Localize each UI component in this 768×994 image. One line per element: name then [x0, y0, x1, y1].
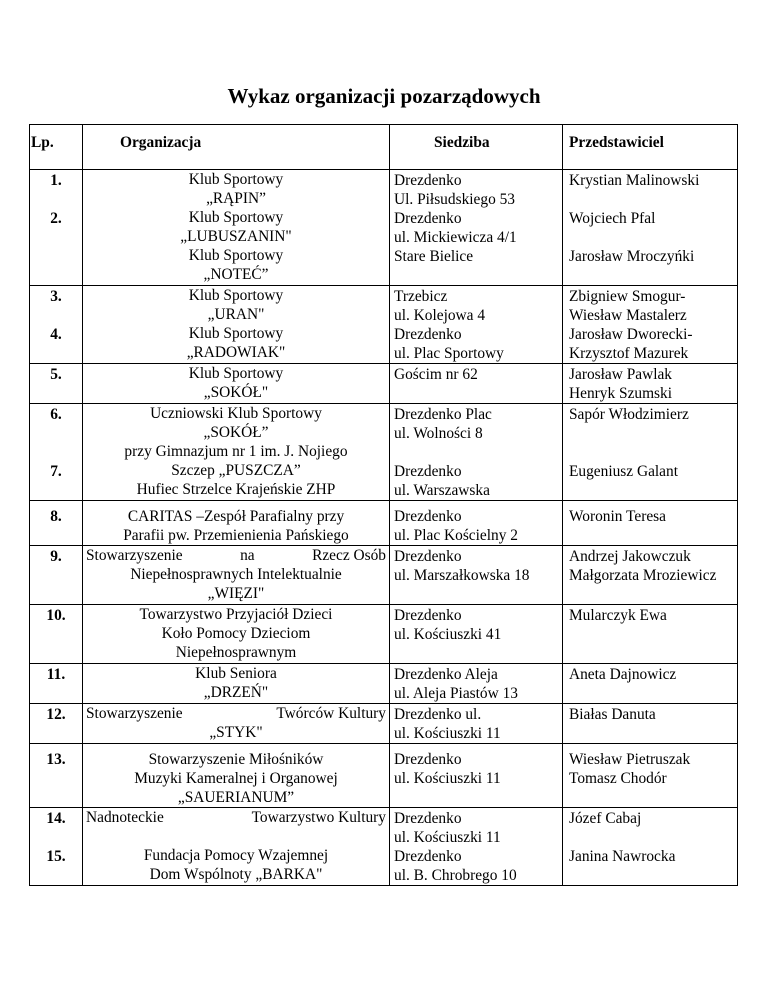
- seat-line: Drezdenko: [394, 172, 462, 189]
- table-row: [30, 664, 738, 704]
- organization-word: Twórców Kultury: [276, 705, 386, 722]
- row-number: 12.: [46, 706, 66, 723]
- organization-line: Niepełnosprawnym: [175, 644, 297, 661]
- representative-line: Andrzej Jakowczuk: [569, 548, 691, 565]
- seat-line: ul. Aleja Piastów 13: [394, 685, 518, 702]
- cell-organization: [83, 744, 390, 808]
- organization-line: „SOKÓŁ”: [203, 424, 269, 441]
- line-spacer: [394, 585, 562, 604]
- line-spacer: [569, 266, 737, 285]
- cell-organization: [83, 364, 390, 404]
- row-number: 11.: [46, 666, 66, 683]
- line-spacer: [86, 827, 386, 846]
- seat-line: ul. Plac Sportowy: [394, 345, 504, 362]
- header-representative: Przedstawiciel: [563, 125, 738, 170]
- line-spacer: [30, 566, 82, 585]
- seat-line: Drezdenko: [394, 210, 462, 227]
- header-lp: Lp.: [30, 125, 83, 170]
- line-spacer: [569, 625, 737, 644]
- cell-seat: [390, 664, 563, 704]
- cell-lp: [30, 170, 83, 286]
- representative-line: Krystian Malinowski: [569, 172, 700, 189]
- line-spacer: [30, 769, 82, 788]
- seat-line: ul. Kolejowa 4: [394, 307, 486, 324]
- seat-line: Drezdenko: [394, 751, 462, 768]
- organization-line: Klub Sportowy: [188, 247, 284, 264]
- line-spacer: [30, 644, 82, 663]
- organization-line: przy Gimnazjum nr 1 im. J. Nojiego: [124, 443, 348, 460]
- row-number: 3.: [50, 288, 62, 305]
- representative-line: Wiesław Pietruszak: [569, 751, 691, 768]
- cell-representative: [563, 364, 738, 404]
- seat-line: ul. Warszawska: [394, 482, 490, 499]
- line-spacer: [30, 190, 82, 209]
- table-row: [30, 808, 738, 886]
- line-spacer: [394, 644, 562, 663]
- organization-line: Koło Pomocy Dzieciom: [161, 625, 311, 642]
- line-spacer: [30, 481, 82, 500]
- seat-line: Drezdenko: [394, 548, 462, 565]
- table-header-row: [30, 125, 738, 170]
- cell-seat: [390, 364, 563, 404]
- line-spacer: [30, 684, 82, 703]
- seat-line: Drezdenko Plac: [394, 406, 492, 423]
- representative-line: Aneta Dajnowicz: [569, 666, 677, 683]
- cell-lp: [30, 546, 83, 605]
- organization-line: Klub Seniora: [195, 665, 277, 682]
- line-spacer: [30, 424, 82, 443]
- cell-seat: [390, 501, 563, 546]
- cell-seat: [390, 744, 563, 808]
- cell-organization: [83, 808, 390, 886]
- line-spacer: [569, 481, 737, 500]
- seat-line: Stare Bielice: [394, 248, 474, 265]
- organization-line: Parafii pw. Przemienienia Pańskiego: [123, 527, 349, 544]
- cell-organization: [83, 546, 390, 605]
- organization-line: Uczniowski Klub Sportowy: [150, 405, 322, 422]
- organization-line: Klub Sportowy: [188, 325, 284, 342]
- seat-line: Drezdenko: [394, 508, 462, 525]
- organization-line: Klub Sportowy: [188, 287, 284, 304]
- cell-representative: [563, 704, 738, 744]
- cell-lp: [30, 744, 83, 808]
- representative-line: Wojciech Pfal: [569, 210, 656, 227]
- table-row: [30, 364, 738, 404]
- row-number: 15.: [46, 848, 66, 865]
- seat-line: ul. Marszałkowska 18: [394, 567, 530, 584]
- organization-line: Klub Sportowy: [188, 209, 284, 226]
- representative-line: Tomasz Chodór: [569, 770, 667, 787]
- seat-line: ul. Kościuszki 11: [394, 725, 501, 742]
- organization-word: Rzecz Osób: [312, 547, 386, 564]
- line-spacer: [569, 585, 737, 604]
- cell-organization: [83, 404, 390, 501]
- header-organization: Organizacja: [83, 125, 390, 170]
- row-number: 4.: [50, 326, 62, 343]
- representative-line: Mularczyk Ewa: [569, 607, 667, 624]
- row-number: 7.: [50, 463, 62, 480]
- organization-line: Stowarzyszenie Miłośników: [148, 751, 324, 768]
- cell-lp: [30, 364, 83, 404]
- line-spacer: [30, 828, 82, 847]
- line-spacer: [30, 344, 82, 363]
- line-spacer: [30, 247, 82, 266]
- representative-line: Krzysztof Mazurek: [569, 345, 689, 362]
- seat-line: Drezdenko: [394, 810, 462, 827]
- line-spacer: [30, 306, 82, 325]
- organization-line: Klub Sportowy: [188, 365, 284, 382]
- organization-line: Dom Wspólnoty „BARKA": [149, 866, 323, 883]
- cell-seat: [390, 704, 563, 744]
- cell-representative: [563, 546, 738, 605]
- organization-line: Hufiec Strzelce Krajeńskie ZHP: [136, 481, 336, 498]
- organization-word: Towarzystwo Kultury: [251, 809, 386, 826]
- line-spacer: [569, 644, 737, 663]
- table-row: [30, 170, 738, 286]
- line-spacer: [569, 788, 737, 807]
- seat-line: Drezdenko Aleja: [394, 666, 498, 683]
- line-spacer: [30, 526, 82, 545]
- table-row: [30, 605, 738, 664]
- representative-line: Sapór Włodzimierz: [569, 406, 689, 423]
- seat-line: Ul. Piłsudskiego 53: [394, 191, 515, 208]
- seat-line: ul. Kościuszki 11: [394, 829, 501, 846]
- table-row: [30, 704, 738, 744]
- organization-line-justified: [86, 546, 386, 565]
- organization-line: Muzyki Kameralnej i Organowej: [134, 770, 338, 787]
- cell-lp: [30, 404, 83, 501]
- line-spacer: [569, 443, 737, 462]
- row-number: 6.: [50, 406, 62, 423]
- table-row: [30, 546, 738, 605]
- cell-lp: [30, 808, 83, 886]
- line-spacer: [30, 585, 82, 604]
- cell-organization: [83, 501, 390, 546]
- organization-line: Towarzystwo Przyjaciół Dzieci: [139, 606, 333, 623]
- representative-line: Wiesław Mastalerz: [569, 307, 687, 324]
- seat-line: ul. Kościuszki 41: [394, 626, 502, 643]
- line-spacer: [569, 424, 737, 443]
- organization-line: „SAUERIANUM”: [177, 789, 295, 806]
- seat-line: ul. Kościuszki 11: [394, 770, 501, 787]
- cell-organization: [83, 704, 390, 744]
- cell-seat: [390, 170, 563, 286]
- line-spacer: [569, 828, 737, 847]
- cell-representative: [563, 404, 738, 501]
- row-number: 8.: [50, 508, 62, 525]
- cell-seat: [390, 404, 563, 501]
- row-number: 5.: [50, 366, 62, 383]
- organization-line: „URAN": [207, 306, 265, 323]
- seat-line: Drezdenko: [394, 463, 462, 480]
- organization-line: „WIĘZI": [207, 585, 265, 602]
- cell-representative: [563, 744, 738, 808]
- cell-representative: [563, 286, 738, 364]
- table-row: [30, 286, 738, 364]
- line-spacer: [30, 228, 82, 247]
- cell-lp: [30, 501, 83, 546]
- organization-word: Stowarzyszenie: [86, 705, 183, 722]
- representative-line: Henryk Szumski: [569, 385, 673, 402]
- organization-line: Niepełnosprawnych Intelektualnie: [130, 566, 342, 583]
- row-number: 14.: [46, 810, 66, 827]
- cell-organization: [83, 605, 390, 664]
- representative-line: Józef Cabaj: [569, 810, 642, 827]
- representative-line: Jarosław Dworecki-: [569, 326, 693, 343]
- cell-organization: [83, 286, 390, 364]
- line-spacer: [30, 443, 82, 462]
- seat-line: ul. Plac Kościelny 2: [394, 527, 518, 544]
- seat-line: ul. Mickiewicza 4/1: [394, 229, 517, 246]
- representative-line: Jarosław Mroczyńki: [569, 248, 695, 265]
- cell-representative: [563, 664, 738, 704]
- row-number: 2.: [50, 210, 62, 227]
- seat-line: Drezdenko: [394, 848, 462, 865]
- seat-line: Gościm nr 62: [394, 366, 478, 383]
- row-number: 13.: [46, 751, 66, 768]
- row-number: 10.: [46, 607, 66, 624]
- line-spacer: [394, 788, 562, 807]
- line-spacer: [394, 443, 562, 462]
- cell-organization: [83, 170, 390, 286]
- line-spacer: [569, 724, 737, 743]
- representative-line: Eugeniusz Galant: [569, 463, 678, 480]
- table-row: [30, 744, 738, 808]
- line-spacer: [569, 684, 737, 703]
- representative-line: Woronin Teresa: [569, 508, 666, 525]
- cell-seat: [390, 605, 563, 664]
- organization-line: „RĄPIN”: [206, 190, 266, 207]
- organization-line-justified: [86, 704, 386, 723]
- line-spacer: [394, 266, 562, 285]
- line-spacer: [30, 866, 82, 885]
- organization-line: Klub Sportowy: [188, 171, 284, 188]
- line-spacer: [394, 384, 562, 403]
- representative-line: Jarosław Pawlak: [569, 366, 673, 383]
- header-seat: Siedziba: [390, 125, 563, 170]
- line-spacer: [30, 788, 82, 807]
- organization-line: „RADOWIAK": [186, 344, 286, 361]
- line-spacer: [569, 526, 737, 545]
- representative-line: Zbigniew Smogur-: [569, 288, 686, 305]
- organizations-table: [29, 124, 738, 886]
- representative-line: Białas Danuta: [569, 706, 656, 723]
- cell-representative: [563, 170, 738, 286]
- seat-line: ul. B. Chrobrego 10: [394, 867, 517, 884]
- seat-line: Drezdenko: [394, 326, 462, 343]
- line-spacer: [30, 384, 82, 403]
- row-number: 1.: [50, 172, 62, 189]
- cell-lp: [30, 664, 83, 704]
- table-row: [30, 501, 738, 546]
- organization-line-justified: [86, 808, 386, 827]
- seat-line: Trzebicz: [394, 288, 448, 305]
- cell-representative: [563, 501, 738, 546]
- cell-seat: [390, 286, 563, 364]
- cell-seat: [390, 546, 563, 605]
- cell-seat: [390, 808, 563, 886]
- table-row: [30, 404, 738, 501]
- seat-line: Drezdenko ul.: [394, 706, 482, 723]
- cell-lp: [30, 704, 83, 744]
- cell-representative: [563, 808, 738, 886]
- line-spacer: [569, 190, 737, 209]
- organization-line: „SOKÓŁ": [203, 384, 269, 401]
- organization-line: Szczep „PUSZCZA”: [171, 462, 301, 479]
- seat-line: ul. Wolności 8: [394, 425, 483, 442]
- cell-representative: [563, 605, 738, 664]
- organization-word: Stowarzyszenie: [86, 547, 183, 564]
- seat-line: Drezdenko: [394, 607, 462, 624]
- row-number: 9.: [50, 548, 62, 565]
- organization-line: „DRZEŃ": [203, 684, 269, 701]
- organization-line: „LUBUSZANIN": [180, 228, 292, 245]
- representative-line: Janina Nawrocka: [569, 848, 676, 865]
- table-body: [30, 170, 738, 886]
- organization-line: „NOTEĆ”: [203, 266, 269, 283]
- organization-line: CARITAS –Zespół Parafialny przy: [127, 508, 345, 525]
- cell-lp: [30, 286, 83, 364]
- document-title: Wykaz organizacji pozarządowych: [227, 84, 541, 108]
- cell-organization: [83, 664, 390, 704]
- organization-word: Nadnoteckie: [86, 809, 164, 826]
- organization-line: „STYK": [209, 724, 263, 741]
- line-spacer: [569, 228, 737, 247]
- line-spacer: [569, 866, 737, 885]
- organization-line: Fundacja Pomocy Wzajemnej: [143, 847, 329, 864]
- organization-word: na: [240, 547, 255, 564]
- line-spacer: [30, 625, 82, 644]
- representative-line: Małgorzata Mroziewicz: [569, 567, 717, 584]
- line-spacer: [30, 724, 82, 743]
- cell-lp: [30, 605, 83, 664]
